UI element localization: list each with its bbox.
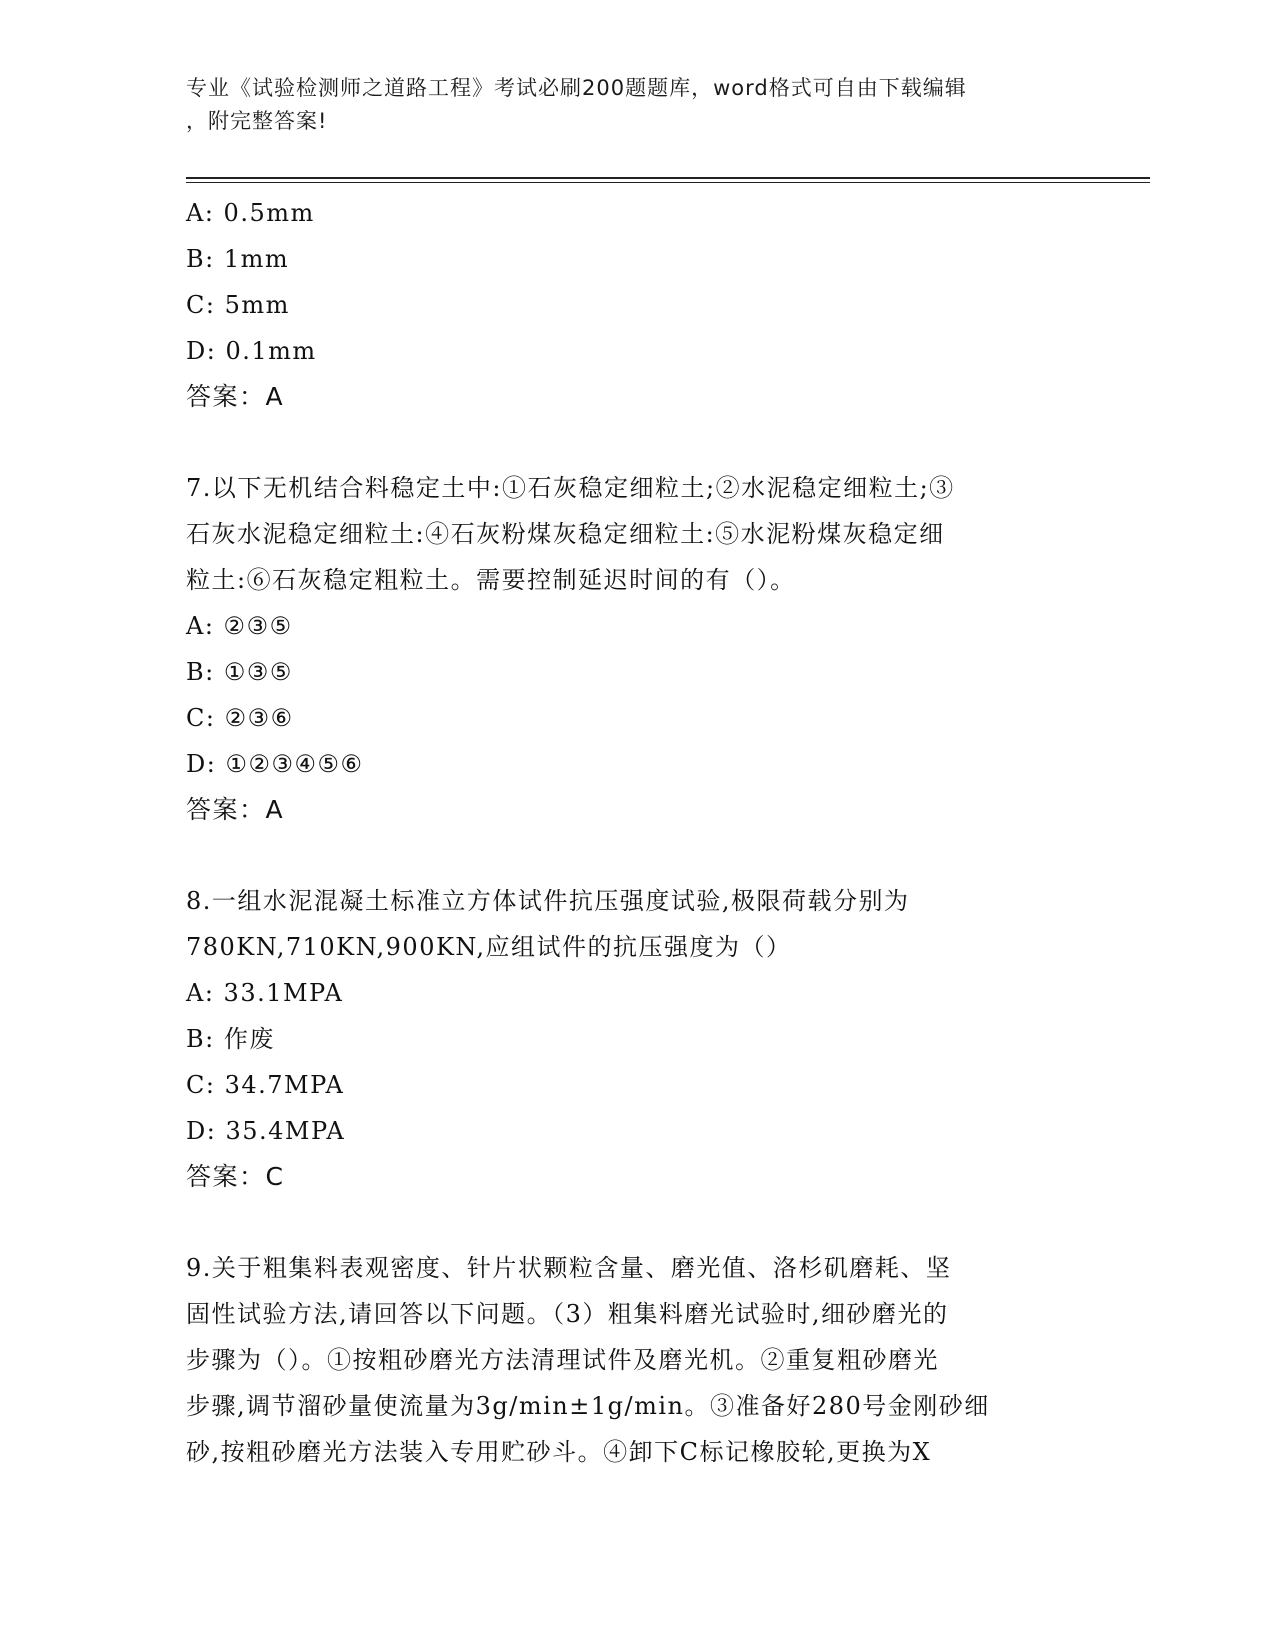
option-d: D: 35.4MPA [186,1117,346,1145]
question-stem-line: 步骤,调节溜砂量使流量为3g/min±1g/min。③准备好280号金刚砂细 [186,1392,990,1420]
question-stem-line: 9.关于粗集料表观密度、针片状颗粒含量、磨光值、洛杉矶磨耗、坚 [186,1254,952,1282]
option-b: B: 作废 [186,1025,275,1053]
option-b: B: ①③⑤ [186,658,293,686]
question-stem-line: 8.一组水泥混凝土标准立方体试件抗压强度试验,极限荷载分别为 [186,887,910,915]
question-stem-line: 粒土:⑥石灰稳定粗粒土。需要控制延迟时间的有（）。 [186,566,796,594]
question-stem-line: 7.以下无机结合料稳定土中:①石灰稳定细粒土;②水泥稳定细粒土;③ [186,474,955,502]
document-header [186,72,1066,138]
header-rule-thick [186,177,1150,179]
question-6 [186,190,1086,420]
question-stem-line: 石灰水泥稳定细粒土:④石灰粉煤灰稳定细粒土:⑤水泥粉煤灰稳定细 [186,520,945,548]
option-c: C: 5mm [186,291,290,319]
header-line-1: 专业《试验检测师之道路工程》考试必刷200题题库，word格式可自由下载编辑 [186,76,967,100]
question-stem-line: 步骤为（）。①按粗砂磨光方法清理试件及磨光机。②重复粗砂磨光 [186,1346,939,1374]
answer: 答案：C [186,1162,285,1191]
question-stem-line: 780KN,710KN,900KN,应组试件的抗压强度为（） [186,933,792,961]
option-a: A: 33.1MPA [186,979,344,1007]
header-line-2: ，附完整答案! [186,109,328,133]
option-d: D: 0.1mm [186,337,317,365]
option-c: C: 34.7MPA [186,1071,345,1099]
document-body [186,190,1086,1475]
option-d: D: ①②③④⑤⑥ [186,750,364,778]
question-stem-line: 固性试验方法,请回答以下问题。（3）粗集料磨光试验时,细砂磨光的 [186,1300,949,1328]
question-7 [186,465,1086,833]
option-b: B: 1mm [186,245,290,273]
answer: 答案：A [186,795,285,824]
option-c: C: ②③⑥ [186,704,294,732]
question-8 [186,878,1086,1200]
question-stem-line: 砂,按粗砂磨光方法装入专用贮砂斗。④卸下C标记橡胶轮,更换为X [186,1438,932,1466]
header-rule-thin [186,182,1150,183]
option-a: A: ②③⑤ [186,612,293,640]
answer: 答案：A [186,382,285,411]
question-9 [186,1245,1086,1475]
option-a: A: 0.5mm [186,199,315,227]
